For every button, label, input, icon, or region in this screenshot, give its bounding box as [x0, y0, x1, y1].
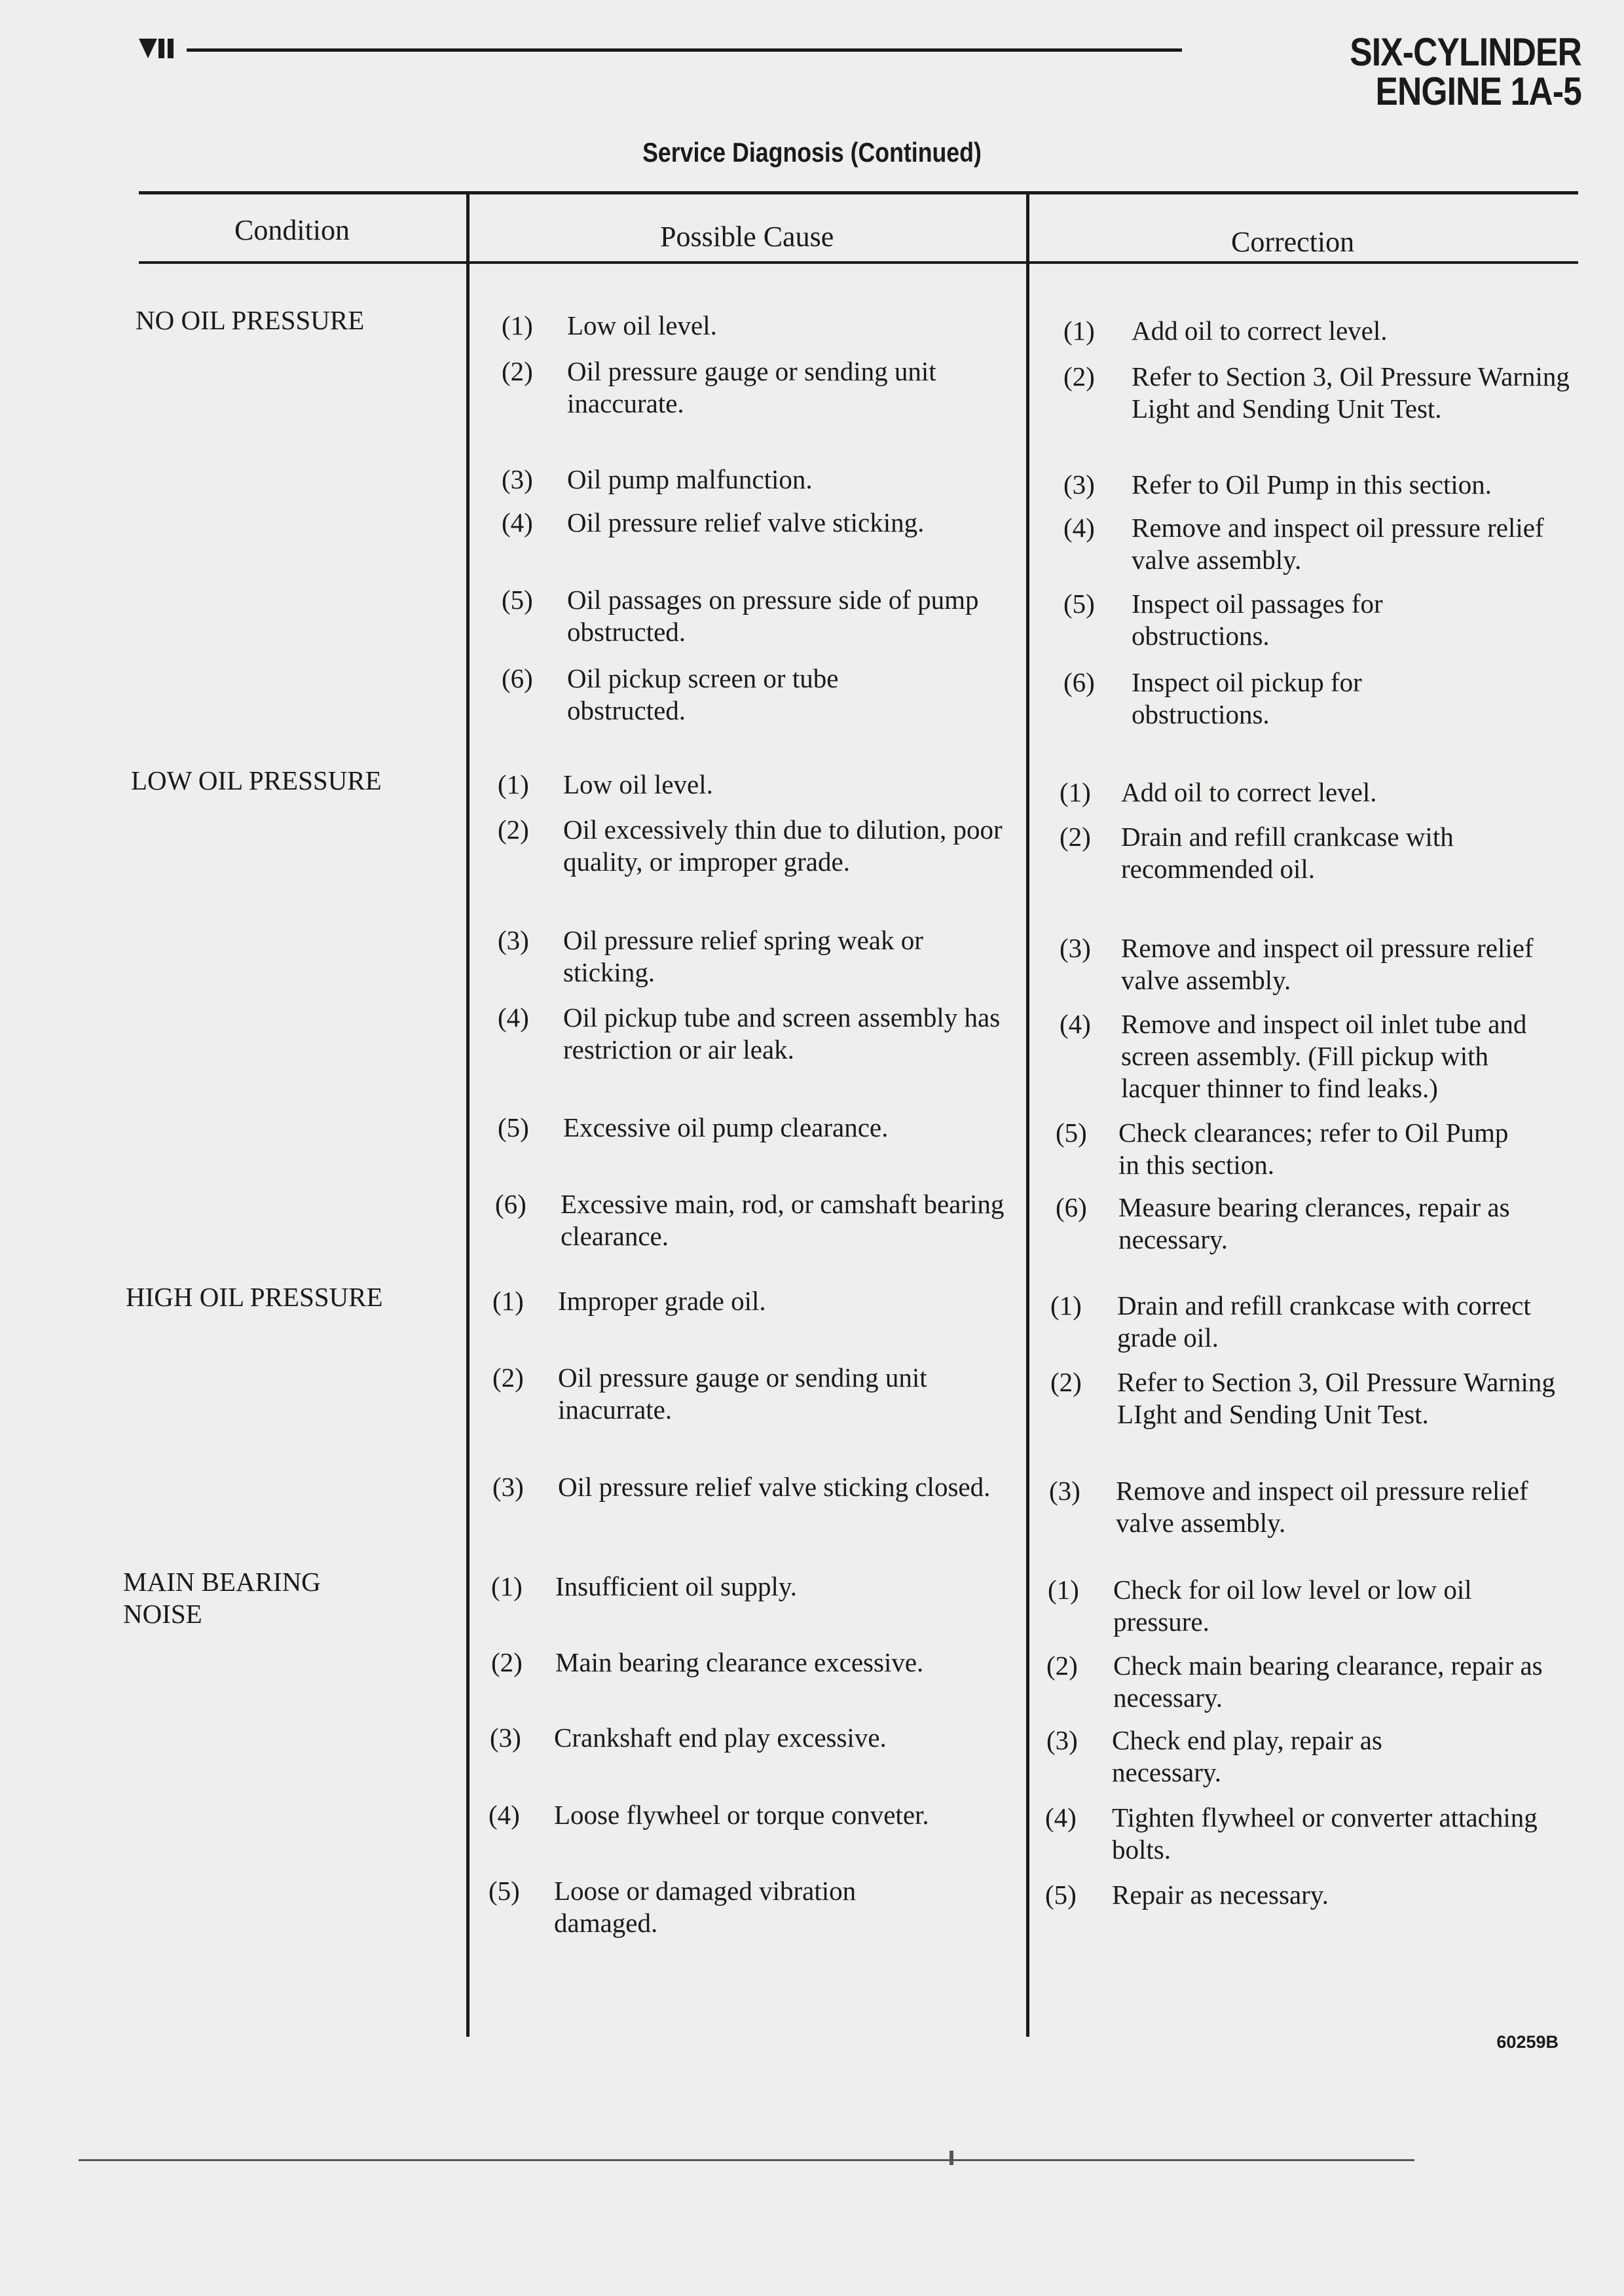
- cause-text: Loose or damaged vibration damaged.: [554, 1876, 857, 1938]
- correction-number: (4): [1063, 513, 1095, 543]
- cause-text: Excessive oil pump clearance.: [563, 1112, 889, 1142]
- correction-number: (3): [1049, 1476, 1080, 1506]
- correction-text: Refer to Section 3, Oil Pressure Warning LIght and Sending Unit Test.: [1117, 1367, 1555, 1429]
- bottom-rule: [79, 2159, 1414, 2161]
- cause-number: (3): [502, 464, 533, 494]
- cause-number: (1): [502, 310, 533, 340]
- correction-number: (1): [1048, 1575, 1079, 1605]
- cause-number: (2): [492, 1362, 524, 1393]
- section-mark-icon: [139, 36, 175, 61]
- correction-text: Repair as necessary.: [1112, 1880, 1329, 1910]
- cause-text: Oil passages on pressure side of pump obstructed.: [567, 585, 979, 647]
- cause-number: (1): [492, 1286, 524, 1316]
- cause-text: Oil pickup screen or tube obstructed.: [567, 663, 839, 725]
- cause-text: Oil pressure relief spring weak or sticking.: [563, 925, 923, 987]
- column-header-condition: Condition: [234, 214, 350, 246]
- correction-text: Check clearances; refer to Oil Pump in this section.: [1118, 1118, 1509, 1180]
- correction-text: Add oil to correct level.: [1132, 316, 1388, 346]
- cause-text: Main bearing clearance excessive.: [555, 1647, 924, 1677]
- correction-number: (4): [1045, 1802, 1077, 1832]
- correction-text: Add oil to correct level.: [1121, 777, 1377, 807]
- condition-high-oil-pressure: HIGH OIL PRESSURE: [126, 1282, 383, 1312]
- cause-text: Low oil level.: [563, 769, 713, 799]
- cause-text: Oil pressure gauge or sending unit inacurrate.: [558, 1362, 927, 1425]
- column-header-cause: Possible Cause: [660, 221, 834, 253]
- column-header-correction: Correction: [1231, 226, 1355, 258]
- header-rule: [187, 48, 1182, 52]
- correction-text: Check for oil low level or low oil pressure.: [1113, 1575, 1472, 1637]
- table-header-rule: [139, 261, 1578, 264]
- correction-text: Remove and inspect oil pressure relief valve assembly.: [1116, 1476, 1528, 1538]
- correction-text: Refer to Section 3, Oil Pressure Warning Light and Sending Unit Test.: [1132, 361, 1570, 424]
- correction-text: Remove and inspect oil inlet tube and screen assembly. (Fill pickup with lacquer thinner to find leaks.): [1121, 1009, 1527, 1103]
- cause-text: Insufficient oil supply.: [555, 1571, 797, 1601]
- correction-text: Refer to Oil Pump in this section.: [1132, 469, 1492, 500]
- cause-text: Excessive main, rod, or camshaft bearing clearance.: [561, 1189, 1005, 1251]
- correction-number: (2): [1050, 1367, 1082, 1397]
- correction-text: Tighten flywheel or converter attaching bolts.: [1112, 1802, 1538, 1865]
- correction-number: (3): [1063, 469, 1095, 500]
- correction-text: Check end play, repair as necessary.: [1112, 1725, 1382, 1787]
- cause-number: (4): [498, 1002, 529, 1032]
- cause-text: Oil pump malfunction.: [567, 464, 813, 494]
- cause-number: (5): [489, 1876, 520, 1906]
- cause-text: Oil pressure gauge or sending unit inaccurate.: [567, 356, 936, 418]
- correction-number: (1): [1060, 777, 1091, 807]
- correction-number: (1): [1050, 1290, 1082, 1321]
- correction-text: Drain and refill crankcase with correct grade oil.: [1117, 1290, 1531, 1353]
- correction-text: Measure bearing clerances, repair as necessary.: [1118, 1192, 1510, 1254]
- cause-number: (5): [502, 585, 533, 615]
- cause-text: Oil pickup tube and screen assembly has restriction or air leak.: [563, 1002, 1001, 1065]
- cause-number: (2): [498, 814, 529, 845]
- cause-text: Low oil level.: [567, 310, 717, 340]
- correction-number: (6): [1063, 667, 1095, 697]
- correction-number: (4): [1060, 1009, 1091, 1039]
- cause-number: (1): [491, 1571, 523, 1601]
- cause-text: Oil excessively thin due to dilution, poor quality, or improper grade.: [563, 814, 1003, 877]
- table-caption: Service Diagnosis (Continued): [642, 137, 982, 168]
- cause-text: Oil pressure relief valve sticking.: [567, 507, 925, 538]
- correction-text: Remove and inspect oil pressure relief valve assembly.: [1132, 513, 1544, 575]
- cause-number: (4): [489, 1800, 520, 1830]
- cause-number: (1): [498, 769, 529, 799]
- condition-no-oil-pressure: NO OIL PRESSURE: [136, 305, 365, 335]
- correction-number: (2): [1060, 822, 1091, 852]
- cause-number: (6): [495, 1189, 526, 1219]
- condition-main-bearing-noise: MAIN BEARING NOISE: [123, 1567, 321, 1629]
- correction-number: (5): [1063, 589, 1095, 619]
- cause-number: (5): [498, 1112, 529, 1142]
- correction-number: (5): [1056, 1118, 1087, 1148]
- cause-text: Crankshaft end play excessive.: [554, 1722, 887, 1753]
- page-title: SIX-CYLINDER ENGINE 1A-5: [1350, 30, 1581, 113]
- correction-number: (3): [1046, 1725, 1078, 1755]
- correction-text: Inspect oil pickup for obstructions.: [1132, 667, 1362, 729]
- cause-number: (3): [490, 1722, 521, 1753]
- correction-number: (1): [1063, 316, 1095, 346]
- correction-text: Drain and refill crankcase with recommended oil.: [1121, 822, 1454, 884]
- cause-number: (6): [502, 663, 533, 693]
- cause-number: (2): [502, 356, 533, 386]
- correction-text: Inspect oil passages for obstructions.: [1132, 589, 1383, 651]
- cause-text: Oil pressure relief valve sticking closed.: [558, 1472, 991, 1502]
- cause-number: (2): [491, 1647, 523, 1677]
- bottom-tick: [950, 2151, 953, 2165]
- correction-number: (3): [1060, 933, 1091, 963]
- cause-number: (3): [498, 925, 529, 955]
- table-top-rule: [139, 191, 1578, 194]
- correction-text: Remove and inspect oil pressure relief valve assembly.: [1121, 933, 1534, 995]
- correction-number: (5): [1045, 1880, 1077, 1910]
- cause-number: (3): [492, 1472, 524, 1502]
- column-divider-right: [1026, 192, 1029, 2037]
- correction-number: (2): [1063, 361, 1095, 392]
- cause-text: Loose flywheel or torque conveter.: [554, 1800, 929, 1830]
- column-divider-left: [466, 192, 470, 2037]
- cause-number: (4): [502, 507, 533, 538]
- correction-number: (6): [1056, 1192, 1087, 1222]
- cause-text: Improper grade oil.: [558, 1286, 766, 1316]
- correction-number: (2): [1046, 1650, 1078, 1681]
- correction-text: Check main bearing clearance, repair as necessary.: [1113, 1650, 1543, 1713]
- condition-low-oil-pressure: LOW OIL PRESSURE: [131, 765, 382, 795]
- figure-code: 60259B: [1496, 2032, 1559, 2052]
